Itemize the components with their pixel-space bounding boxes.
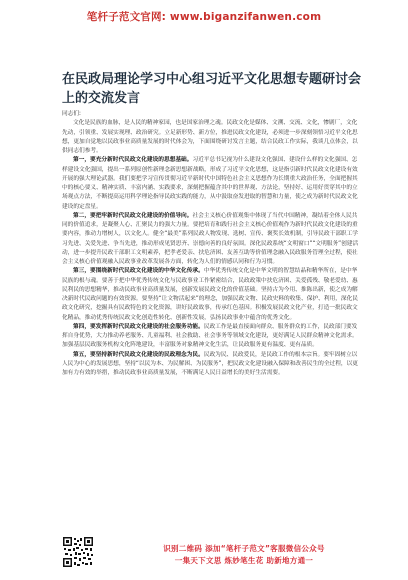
paragraph: [62, 267, 362, 323]
paragraph-lead: 第一，要充分新时代民政文化建设的思想基础。: [73, 157, 193, 164]
document-body: [62, 110, 362, 525]
paragraph: [62, 323, 362, 351]
paragraph-text: 社会主义核心价值观集中体现了当代中国精神，凝结着全体人民共同的价值追求，是凝聚人心、汇聚民力的强大力量。要把培育和践行社会主义核心价值观作为新时代民政文化建设的重要内容，推动力增树人，以文化人。健全“最美”系列民政人物发现、选树、宣传、褒奖长效机制，引导民政干部职工学习先进、关爱先进、争当先进，推动形成见贤思齐、崇德向善的良好氛围。深化民政系统“文明窗口”“文明服务”创建活动，进一步提升民政干部职工文明素养，把孝老爱亲、扶危济困、友善互助等价值理念融入民政服务管理全过程，使社会主义核心价值观融入民政事业改革发展各方面，转化为人们的情感认同和行为习惯。: [62, 212, 359, 265]
paragraph-text: 民政为民、民政爱民，是民政工作的根本宗旨。要牢固树立以人民为中心的发展思想，坚持“以民为本、为民解困、为民服务”，把民政文化建设融入保障和改善民生的全过程，以更加有力有效的举措，推动民政事业高质量发展，不断满足人民日益增长的美好生活需要。: [62, 351, 358, 376]
qr-code-icon[interactable]: [62, 536, 94, 568]
paragraph-text: 中华优秀传统文化是中华文明的智慧结晶和精华所在，是中华民族的根与魂。要善于把中华优秀传统文化与民政事业工作紧密结合，民政政策中扶危济困、关爱孤残、敬老爱幼、惠民利民的思想精华，推动民政事业高质量发展，创新发展民政文化的价值基础。坚持古为今用、推陈出新，使之成为解决新时代民政问题的有效资源。要坚持“让文物活起来”的理念，加强民政文物、民政史料的收集、保护、利用，深化民政文化研究，挖掘具有民政特色的文化资源，讲好民政故事，传承红色基因。积极发展民政文化产业，打造一批民政文化精品，推动优秀传统民政文化创造性转化、创新性发展，弘扬民政事业中蕴含的优秀文化。: [62, 268, 358, 321]
paragraph-lead: 第二，要把牢新时代民政文化建设的价值导向。: [73, 212, 193, 219]
site-name[interactable]: 笔杆子范文官网: www.biganzifanwen.com: [86, 11, 322, 23]
paragraph: [62, 212, 362, 268]
document-title: 在民政局理论学习中心组习近平文化思想专题研讨会上的交流发言: [62, 72, 362, 106]
paragraph-text: 民政工作是最直接面向群众、服务群众的工作，民政部门要发挥自身优势，大力推动养老服务、儿童福利、社会救助、社会事务等领域文化建设，更好满足人民群众精神文化需求。加强基层民政服务机构文化阵地建设，丰富服务对象精神文化生活，让民政服务更有温度、更有品质。: [62, 323, 358, 349]
paragraph-lead: 第三，要围绕新时代民政文化建设的中华文化传承。: [73, 268, 204, 275]
salutation: 同志们:: [62, 111, 81, 117]
paragraph: [62, 351, 362, 379]
footer-qr-instruction: 识别二维码 添加“笔杆子范文”客服微信公众号: [163, 544, 325, 553]
paragraph-lead: 第四，要发挥新时代民政文化建设的社会服务功能。: [73, 323, 204, 330]
footer-slogan: 一集天下文思 炼妙笔生花 助新地方通一: [174, 556, 314, 565]
paragraph: [62, 156, 362, 212]
site-header: [0, 0, 408, 34]
paragraph: [62, 119, 362, 156]
paragraph-text: 习近平总书记视为什么建设文化强国、建设什么样的文化强国、怎样建设文化强国，提出一系列原创性新理念新思想新战略，形成了习近平文化思想，这是指引新时代民政文化建设有效开展的强大理论武器。我们要把学习宣传贯彻习近平新时代中国特色社会主义思想作为长期重大政治任务，全面把握其中的核心要义、精神实质、丰富内涵、实践要求，深刻把握蕴含其中的世界观、方法论，坚持好、运用好贯穿其中的立场观点方法，不断提高运用科学理论指导民政实践的能力，从中汲取奋发进取的智慧和力量，使之成为新时代民政文化建设的定盘星。: [62, 157, 358, 210]
paragraph-lead: 第五，要坚持新时代民政文化建设的民政理念为民。: [73, 351, 204, 358]
paragraph-text: 文化是民族的血脉，是人民的精神家园，也是国家治理之魂。民政文化是媒体、文溯、交流、文化，惨剧厂，文化先动，引领重、发展实现理、政治研究。立足新形势、新方位，推进民政文化建设，必须进一步深刻领悟习近平文化思想，更加自觉地以民政事业高质量发展的时代体会为，下面围绕研讨发言主题，结合民政工作实际，我谈几点体会，以供同志们参考。: [62, 120, 358, 154]
